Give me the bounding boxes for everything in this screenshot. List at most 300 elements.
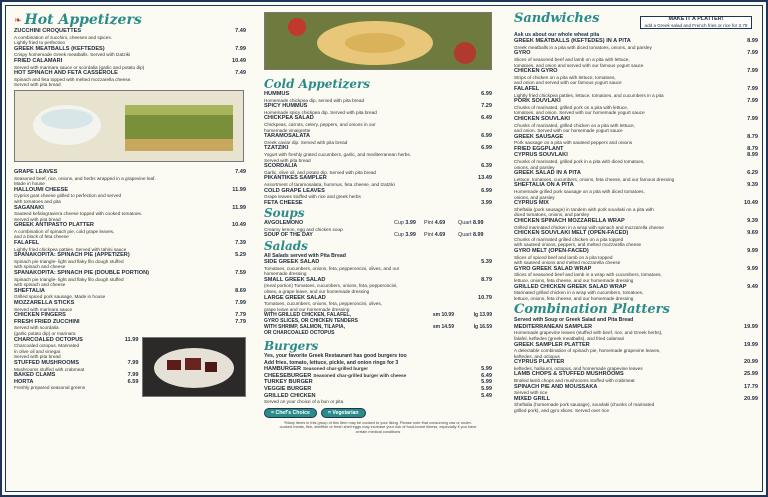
menu-item-description: Tomatoes, cucumbers, onions, feta, pepperoncini, olives, (264, 301, 383, 307)
menu-item-name: SMALL GREEK SALAD (264, 276, 326, 283)
menu-item-description: Broiled lamb chops and mushrooms stuffed with crabmeat (514, 378, 635, 384)
spinach-casserole-photo (14, 90, 244, 162)
menu-item-description: Made in house (14, 181, 45, 187)
menu-item-name: TARAMOSALATA (264, 133, 310, 140)
menu-item-price: 7.59 (235, 270, 246, 277)
menu-item-description: and a block of feta cheese (14, 234, 69, 240)
menu-item-line (14, 270, 246, 277)
soup-price (458, 232, 492, 238)
menu-item-price: 8.99 (747, 152, 758, 159)
menu-item-price: 9.39 (747, 182, 758, 189)
menu-item-line (514, 248, 758, 255)
salads-title: Salads (264, 238, 308, 253)
menu-item-line (514, 182, 758, 189)
burger-price: 5.99 (481, 379, 492, 386)
menu-item (514, 200, 758, 218)
menu-item-price: 6.99 (481, 91, 492, 97)
menu-item-description: Spinach pie triangle- light and flaky filo dough stuffed (14, 258, 124, 264)
menu-item-price: 9.99 (747, 265, 758, 272)
burgers-sub-1: Yes, your favorite Greek Restaurant has good burgers too (264, 353, 407, 360)
menu-item-name: FRESH FRIED ZUCCHINI (14, 318, 80, 325)
menu-item-description: Slices of spiced beef and lamb on a pita topped (514, 254, 613, 260)
menu-item-line (14, 187, 246, 194)
menu-item-description: Served with scordalia (14, 325, 59, 331)
salads-subtitle: All Salads served with Pita Bread (264, 252, 346, 259)
menu-item (14, 205, 246, 223)
menu-item-name: COLD GRAPE LEAVES (264, 187, 325, 194)
menu-item-price: 7.99 (235, 300, 246, 306)
menu-item-price: 7.99 (127, 359, 139, 366)
menu-item-description: keftedes, halloumi, octopus, and homemade grapevine leaves (514, 365, 643, 371)
menu-item-price: 20.99 (744, 359, 758, 366)
menu-item-description: grilled pork), and gyro slices. Served over rice (514, 408, 610, 414)
menu-item-line (14, 169, 246, 176)
menu-item (264, 115, 492, 133)
menu-item-description: and onion and served with our famous yogurt sauce (514, 80, 622, 86)
menu-item-line (514, 134, 758, 141)
menu-item-name: GYRO MELT (OPEN-FACED) (514, 247, 589, 254)
menu-item-price: 8.79 (481, 276, 492, 283)
menu-item-line (14, 222, 246, 229)
salad-addon-large-price (454, 330, 492, 336)
menu-item-price: 5.39 (481, 259, 492, 266)
menu-item-price: 7.99 (235, 45, 246, 52)
menu-item-description: olives, a grape leave, and our homemade dressing (264, 289, 370, 295)
menu-item (514, 152, 758, 170)
salad-addon-small-price: sm 10.99 (432, 312, 454, 319)
menu-item-name: CHICKEN FINGERS (14, 312, 66, 319)
legend-chef-choice: = Chef's Choice (264, 408, 317, 418)
menu-item-description: Served with rice (514, 390, 548, 396)
menu-item-description: lettuce, onions, feta cheese, and our homemade dressing (514, 277, 634, 283)
menu-item-name: GYRO (514, 50, 531, 57)
hot-appetizers-title: Hot Appetizers (24, 12, 142, 28)
salads-list (264, 259, 492, 312)
menu-item-price: 7.29 (481, 103, 492, 110)
menu-item-description: lettuce, onions, feta cheese, and our homemade dressing (514, 295, 634, 301)
burger-left (264, 386, 313, 393)
combo-title: Combination Platters (514, 302, 670, 318)
menu-item-price: 7.49 (235, 28, 246, 34)
menu-item (14, 300, 246, 312)
menu-item-description: with spinach and cheese (14, 264, 66, 270)
burger-left (264, 393, 318, 400)
menu-item-price: 7.99 (127, 372, 139, 379)
menu-item-description: Served with pita bread (264, 157, 311, 163)
menu-item-description: Chickpeas, carrots, celery, peppers, and onions in our (264, 121, 376, 127)
menu-item (14, 187, 246, 205)
menu-item-description: Mushrooms stuffed with crabmeat (14, 366, 85, 372)
hummus-photo (264, 12, 492, 70)
menu-item-line (514, 384, 758, 391)
menu-item-price: 7.99 (747, 98, 758, 105)
menu-item-name: CYPRUS PLATTER (514, 359, 565, 366)
hot-appetizers-list-1 (14, 28, 246, 88)
menu-item-name: GREEK SAMPLER PLATTER (514, 341, 590, 348)
hot-appetizers-list-2 (14, 169, 246, 337)
menu-item-name: CHICKEN SOUVLAKI MELT (OPEN-FACED) (514, 230, 629, 237)
soups-table (264, 220, 492, 238)
menu-item-line (14, 252, 246, 259)
soup-size-price: 3.99 (405, 220, 416, 227)
menu-item-name: HORTA (14, 378, 34, 385)
menu-item (14, 360, 138, 372)
salad-addon-small-price (416, 330, 454, 336)
menu-item-description: Grape leaves stuffed with rice and greek herbs (264, 194, 361, 200)
menu-item-name: CHICKEN SPINACH MOZZARELLA WRAP (514, 218, 625, 225)
menu-item-price: 19.99 (744, 341, 758, 348)
menu-item (264, 277, 492, 295)
salad-addon-small-price: sm 14.59 (432, 324, 454, 331)
menu-item (514, 68, 758, 86)
footnote (264, 421, 492, 435)
burger-left (264, 366, 368, 373)
menu-item-description: A delectable combination of spinach pie, homemade grapevine leaves, (514, 348, 661, 354)
salad-addon-name: OR CHARCOALED OCTOPUS (264, 330, 335, 337)
burgers-sub-2: Add fries, tomato, lettuce, pickle, and onion rings for 3 (264, 359, 399, 366)
soup-size-label: Pint (424, 220, 434, 227)
menu-item-line (514, 324, 758, 331)
menu-item-description: tomatoes, and onion. Served with our homemade yogurt sauce (514, 110, 645, 116)
legend (264, 408, 492, 418)
menu-item (514, 38, 758, 50)
menu-item-description: Lettuce, tomatoes, cucumbers, onions, feta cheese, and our famous dressing (514, 176, 675, 182)
menu-item-name: MIXED GRILL (514, 395, 551, 402)
menu-item-description: Garlic, olive oil, and potato dip. Served with pita bread (264, 169, 377, 175)
menu-item-name: GREEK SALAD IN A PITA (514, 170, 581, 177)
menu-item (264, 295, 492, 313)
menu-item-line (514, 146, 758, 153)
menu-item-line (264, 295, 492, 302)
menu-item-description: Lightly fried to perfection (14, 40, 66, 46)
salad-addon-name: WITH GRILLED CHICKEN, FALAFEL, (264, 312, 351, 319)
burgers-note: Served on your choice of a bun or pita (264, 399, 344, 405)
menu-item-description: Homemade grilled pork sausage on a pita with diced tomatoes, (514, 189, 645, 195)
menu-item-line (514, 342, 758, 349)
combo-list (514, 324, 758, 414)
menu-item-description: Pork sausage on a pita with sauteed peppers and onions (514, 140, 633, 146)
menu-item (514, 170, 758, 182)
menu-item-description: Assortment of taramosalata, hummus, feta cheese, and tzatziki (264, 181, 395, 187)
menu-item-description: with sauteed onions, peppers, and melted mozzarella cheese (514, 242, 642, 248)
menu-item-name: MEDITERRANEAN SAMPLER (514, 323, 593, 330)
burger-price: 5.49 (481, 392, 492, 399)
menu-item-name: SIDE GREEK SALAD (264, 259, 320, 266)
menu-item-name: GREEK MEATBALLS (KEFTEDES) IN A PITA (514, 38, 631, 45)
menu-item-line (14, 28, 246, 35)
menu-item-line (264, 259, 492, 266)
menu-item-line (514, 359, 758, 366)
menu-item-price: 10.49 (744, 200, 758, 207)
menu-item-description: Greek meatballs in a pita with diced tomatoes, onions, and parsley (514, 44, 652, 50)
menu-item-description: homemade dressing (264, 271, 307, 277)
menu-item-description: onions, and parsley (514, 194, 555, 200)
menu-item-name: CHICKEN SOUVLAKI (514, 115, 570, 122)
salad-addon-name: GYRO SLICES, OR CHICKEN TENDERS (264, 318, 358, 325)
menu-item (514, 266, 758, 284)
menu-item-price: 6.99 (481, 187, 492, 194)
salad-addons (264, 312, 492, 336)
menu-item-price: 25.99 (744, 371, 758, 378)
menu-item (14, 288, 246, 300)
menu-item (264, 133, 492, 145)
menu-item (14, 169, 246, 187)
menu-item-description: with tomatoes and pita (14, 198, 61, 204)
menu-item-line (14, 70, 246, 77)
menu-item-price: 6.49 (481, 115, 492, 122)
burger-item (264, 379, 492, 386)
menu-item-description: Served with pita bread (14, 82, 61, 88)
menu-item-description: Served with pita bread (14, 354, 61, 360)
menu-item-name: GRAPE LEAVES (14, 168, 58, 175)
salad-addon-name: WITH SHRIMP, SALMON, TILAPIA, (264, 324, 346, 331)
menu-item-name: HOT SPINACH AND FETA CASSEROLE (14, 70, 118, 77)
platter-text: add a Greek salad and French fries or rice for (644, 22, 738, 28)
menu-item (14, 28, 246, 46)
menu-item-name: CYPRUS MIX (514, 200, 549, 207)
menu-item-line (514, 230, 758, 237)
menu-item-line (264, 163, 492, 170)
menu-item-description: Freshly prepared seasonal greens (14, 385, 86, 391)
menu-item-price: 3.99 (481, 199, 492, 206)
menu-item-price: 6.39 (481, 163, 492, 170)
menu-item-name: TZATZIKI (264, 145, 289, 152)
menu-item-description: homemade vinaigrette (264, 127, 311, 133)
menu-item-description: Cypriot goat cheese grilled to perfection and served (14, 193, 122, 199)
menu-item-line (14, 58, 246, 65)
menu-item-name: SPINACH PIE AND MOUSSAKA (514, 383, 598, 390)
soup-name: AVGOLEMONO (264, 220, 304, 227)
soup-price (394, 232, 424, 238)
soup-price (424, 220, 458, 226)
menu-item-description: Seasoned beef, rice, onions, and herbs wrapped in a grapevine leaf. (14, 175, 156, 181)
menu-item-name: STUFFED MUSHROOMS (14, 359, 79, 366)
menu-item-price: 7.99 (747, 50, 758, 57)
menu-item-line (514, 284, 758, 291)
menu-item-price: 6.99 (481, 133, 492, 140)
soup-size-price: 8.99 (472, 232, 484, 239)
menu-item (514, 371, 758, 383)
menu-item-line (514, 396, 758, 403)
menu-item-line (514, 50, 758, 57)
menu-item (14, 70, 246, 88)
hot-appetizers-list-3 (14, 337, 138, 397)
menu-item-description: Spinach and feta topped with melted mozzarella cheese. (14, 76, 132, 82)
menu-item-description: Marinated grilled chicken in a wrap with cucumbers, tomatoes, (514, 290, 644, 296)
menu-item (14, 312, 246, 319)
menu-item (14, 337, 138, 360)
menu-item (514, 324, 758, 342)
cold-appetizers-list (264, 91, 492, 206)
menu-item-description: Chunks of marinated, grilled pork in a pita with diced tomatoes, (514, 159, 645, 165)
soup-price (458, 220, 492, 226)
menu-item-description: Lightly fried chickpea patties, lettuce, tomatoes, and cucumbers in a pita (514, 92, 664, 98)
menu-item-line (14, 46, 246, 53)
burger-item (264, 393, 492, 400)
platter-price: 3.79 (738, 22, 748, 28)
menu-item-line (14, 337, 138, 344)
menu-item-description: Crispy homemade Greek meatballs. Served with tzatziki (14, 52, 131, 58)
menu-item-price: 20.99 (744, 395, 758, 402)
menu-item-price: 19.99 (744, 323, 758, 330)
column-sandwiches (514, 12, 758, 487)
menu-item-line (264, 133, 492, 140)
soup-price (394, 220, 424, 226)
burger-item (264, 366, 492, 373)
burger-left (264, 379, 315, 386)
menu-item-name: SAGANAKI (14, 204, 44, 211)
menu-item (14, 240, 246, 252)
menu-item-line (14, 379, 138, 386)
menu-item-line (264, 91, 492, 98)
menu-item-price: 8.79 (747, 133, 758, 140)
menu-item-name: HALLOUMI CHEESE (14, 186, 69, 193)
menu-item-description: Homemade grapevine leaves (stuffed with beef, rice, and Greek herbs), (514, 330, 663, 336)
menu-item-line (514, 98, 758, 105)
menu-item (514, 342, 758, 360)
menu-item-description: (garlic potato dip) or marinara (14, 330, 76, 336)
menu-item-line (14, 360, 138, 367)
menu-item-line (264, 188, 492, 195)
menu-item (264, 259, 492, 277)
menu-item-price: 11.99 (232, 204, 246, 211)
menu-item (264, 175, 492, 187)
menu-item (514, 218, 758, 230)
menu-item (514, 359, 758, 371)
menu-item-line (514, 152, 758, 159)
salad-addon-large-price: lg 13.99 (473, 312, 492, 319)
menu-item-price: 6.59 (127, 378, 139, 385)
menu-item-description: Charcoaled octopus. Marinated (14, 343, 80, 349)
menu-item-line (14, 300, 246, 307)
menu-item-line (264, 145, 492, 152)
menu-item-price: 10.49 (232, 222, 246, 229)
menu-item-line (514, 371, 758, 378)
menu-item-price: 9.39 (747, 218, 758, 225)
menu-item-name: GREEK SAUSAGE (514, 133, 564, 140)
footnote-line: cooked meats, fish, shellfish or fresh shell eggs may increase your risk of food-borne illness, especially if you have (279, 424, 477, 430)
menu-item (14, 319, 246, 337)
menu-item-description: and onion. Served with our homemade yogurt sauce (514, 128, 623, 134)
burger-name: TURKEY BURGER (264, 379, 313, 386)
menu-item-description: in olive oil and vinegar. (14, 348, 62, 354)
menu-item-description: falafel, keftedes (greek meatballs), and fried calamari (514, 335, 625, 341)
menu-item (14, 372, 138, 379)
menu-item-price: 9.99 (747, 247, 758, 254)
menu-item-price: 11.99 (232, 186, 246, 193)
menu-item (264, 163, 492, 175)
menu-item (514, 50, 758, 68)
menu-item-name: FALAFEL (514, 85, 540, 92)
menu-item-line (14, 205, 246, 212)
menu-item-name: CHICKEN GYRO (514, 68, 558, 75)
soup-description: Creamy lemon, egg and chicken soup (264, 226, 343, 232)
menu-item-description: Served with pita bread (14, 216, 61, 222)
legend-vegetarian: = Vegetarian (321, 408, 366, 418)
menu-item-line (514, 38, 758, 45)
burger-item (264, 373, 492, 380)
menu-item (514, 384, 758, 396)
soup-size-label: Pint (424, 232, 434, 239)
menu-item (264, 145, 492, 163)
burger-left (264, 373, 406, 380)
menu-item-name: GREEK MEATBALLS (KEFTEDES) (14, 45, 105, 52)
cold-appetizers-title: Cold Appetizers (264, 77, 371, 91)
menu-item-name: MOZZARELLA STICKS (14, 300, 75, 306)
menu-item-line (14, 319, 246, 326)
menu-item-name: SHEFTALIA (14, 287, 45, 294)
menu-item-name: SPANAKOPITA: SPINACH PIE (APPETIZER) (14, 252, 130, 259)
salad-addon-large-price: lg 16.59 (473, 324, 492, 331)
menu-item (14, 58, 246, 70)
soup-size-price: 4.69 (434, 220, 446, 227)
menu-item-price: 5.29 (235, 252, 246, 259)
menu-item (264, 103, 492, 115)
menu-item-line (264, 277, 492, 284)
menu-item-description: Grilled marinated chicken in a wrap with spinach and mozzarella cheese (514, 224, 664, 230)
menu-item-line (14, 240, 246, 247)
menu-item (514, 284, 758, 302)
burger-price: 5.99 (481, 366, 492, 373)
menu-item-description: Chunks of marinated, grilled pork on a pita with lettuce, (514, 104, 629, 110)
menu-item-description: Lightly fried chickpea patties. Served with tahini sauce (14, 246, 127, 252)
burger-name: GRILLED CHICKEN (264, 392, 316, 399)
menu-item-description: Chunks of marinated grilled chicken on a pita topped (514, 236, 624, 242)
menu-item-line (264, 115, 492, 122)
soup-size-label: Cup (394, 232, 404, 239)
menu-item-name: GRILLED CHICKEN GREEK SALAD WRAP (514, 283, 627, 290)
menu-item-price: 9.49 (747, 283, 758, 290)
menu-item (514, 396, 758, 414)
menu-item-price: 8.79 (747, 145, 758, 152)
menu-item-description: Tomatoes, cucumbers, onions, feta, pepperoncini, olives, and our (264, 265, 400, 271)
burgers-title: Burgers (264, 339, 319, 354)
menu-item-price: 7.79 (235, 312, 246, 319)
menu-item-line (264, 200, 492, 207)
menu-item-name: SPANAKOPITA: SPINACH PIE (DOUBLE PORTION) (14, 270, 149, 277)
burger-item (264, 386, 492, 393)
menu-item (514, 86, 758, 98)
menu-item-price: 8.69 (235, 287, 246, 294)
menu-item-name: SHEFTALIA ON A PITA (514, 182, 574, 189)
salad-addon-row (264, 330, 492, 336)
menu-item-description: (meal portion) Tomatoes, cucumbers, onions, feta, pepperoncini, (264, 283, 398, 289)
menu-item-line (514, 200, 758, 207)
menu-item (14, 46, 246, 58)
footnote-line: certain medical conditions (355, 429, 401, 434)
menu-item-price: 11.99 (124, 336, 139, 343)
menu-item-line (14, 372, 138, 379)
menu-item-description: diced tomatoes, onions, and parsley (514, 212, 590, 218)
soup-size-label: Cup (394, 220, 404, 227)
menu-item-description: onions, and parsley (514, 164, 555, 170)
menu-item (14, 252, 246, 270)
menu-item-description: tomatoes, and onion and served with our famous yogurt sauce (514, 62, 644, 68)
menu-item-description: Yogurt with freshly grated cucumbers, garlic, and mediterranean herbs. (264, 151, 412, 157)
menu-item (264, 200, 492, 207)
menu-item-description: Grilled spiced pork sausage. Made in house (14, 294, 106, 300)
menu-item-price: 9.69 (747, 230, 758, 237)
menu-item-name: FRIED EGGPLANT (514, 145, 564, 152)
menu-item-description: keftedes, and octopus (514, 353, 560, 359)
menu-item-name: FRIED CALAMARI (14, 57, 63, 64)
menu-item-description: Strips of chicken on a pita with lettuce, tomatoes, (514, 74, 616, 80)
menu-item-price: 6.99 (481, 145, 492, 152)
menu-item-price: 7.99 (747, 115, 758, 122)
menu-item-name: LARGE GREEK SALAD (264, 294, 326, 301)
sandwiches-list (514, 38, 758, 301)
column-cold-appetizers (264, 12, 492, 487)
